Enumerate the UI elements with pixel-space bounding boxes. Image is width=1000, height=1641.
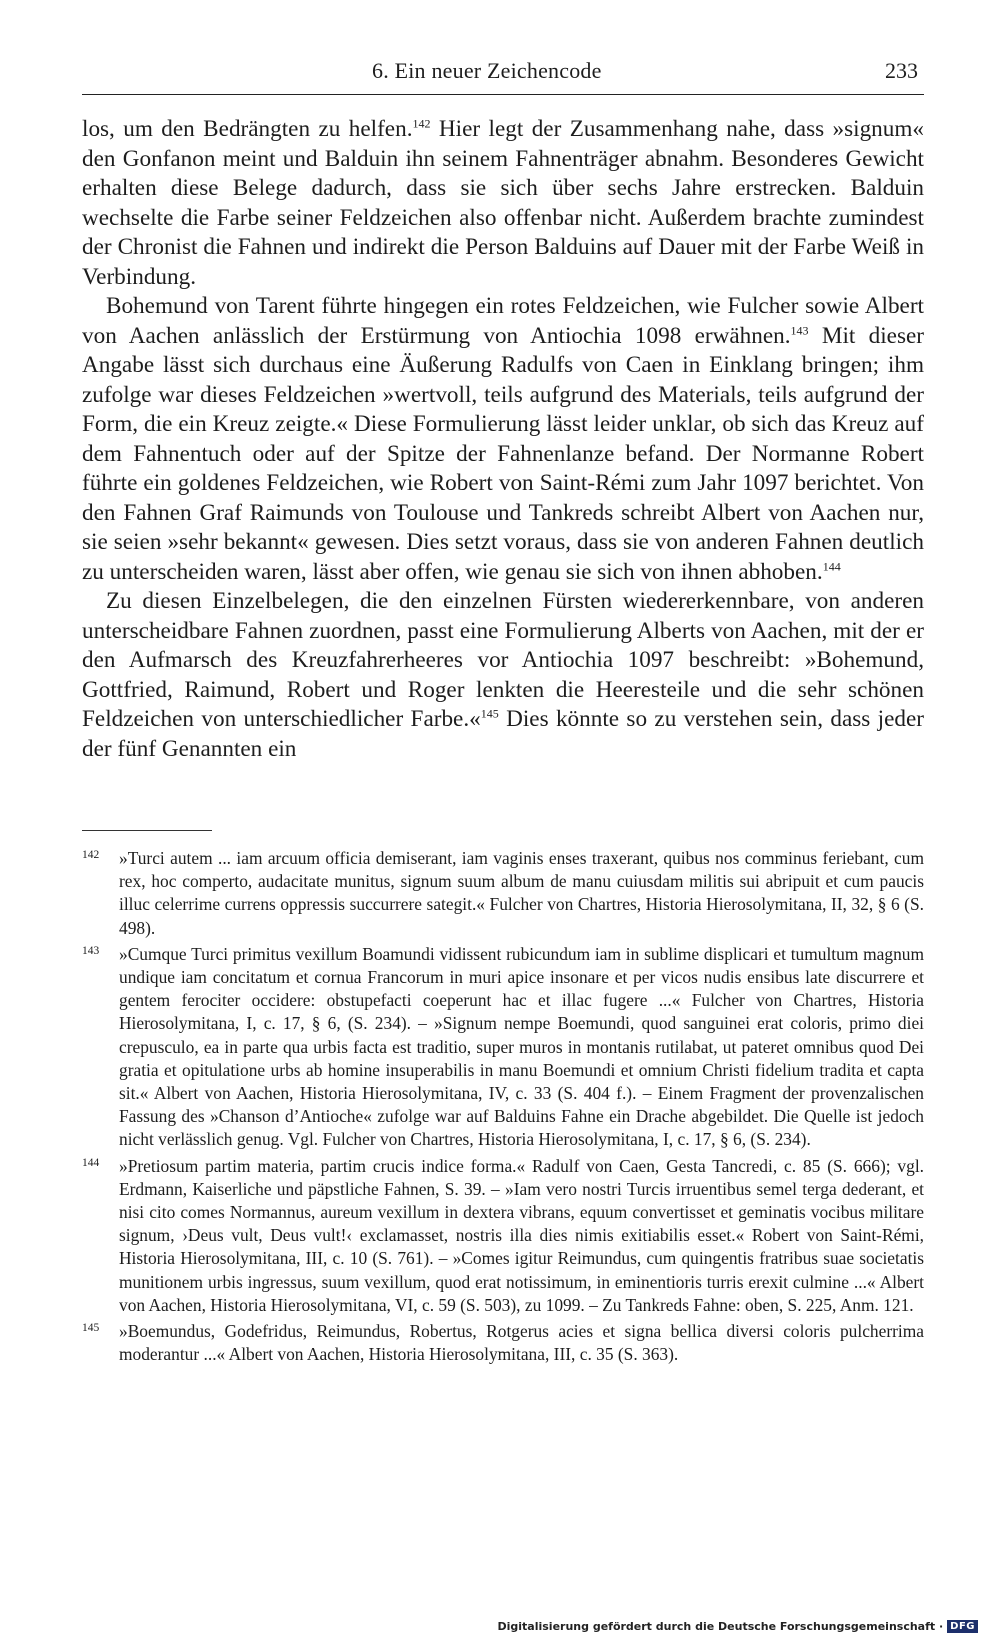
footnote-number: 145 — [82, 1322, 100, 1335]
footnote-142 — [82, 847, 924, 940]
dfg-logo-icon: DFG — [947, 1620, 978, 1633]
footnote-text: »Cumque Turci primitus vexillum Boamundi vidissent rubicundum iam in sublime displicari et tumultum magnum undique iam concitatum et cornua Francorum in muri apice insonare et per vicos nudis ensibus late discurrere et gentem ferociter occidere: obstupefacti coeperunt hac et illac fugere ...« Fulcher von Chartres, Historia Hierosolymitana, I, c. 17, § 6, (S. 234). – »Signum nempe Boemundi, quod sanguinei erat coloris, primo diei crepusculo, ea in parte qua urbis facta est traditio, super muros in montanis rutilabat, ut pateret omnibus quod Dei gratia et opitulatione urbs ab homine insuperabilis in manu Boemundi et omnium Christi fidelium tradita et capta sit.« Albert von Aachen, Historia Hierosolymitana, IV, c. 33 (S. 404 f.). – Einem Fragment der provenzalischen Fassung des »Chanson d’Antioche« zufolge war auf Balduins Fahne ein Drache abgebildet. Die Quelle ist jedoch nicht verlässlich genug. Vgl. Fulcher von Chartres, Historia Hierosolymitana, I, c. 17, § 6, (S. 234). — [119, 943, 924, 1150]
page-number: 233 — [885, 58, 918, 83]
chapter-title: 6. Ein neuer Zeichencode — [372, 58, 602, 83]
paragraph-1: los, um den Bedrängten zu helfen.$^{142}$ Hier legt der Zusammenhang nahe, dass »signum« den Gonfanon meint und Balduin ihn seinem Fahnenträger abnahm. Besonderes Gewicht erhalten diese Belege dadurch, dass sie sich über sechs Jahre erstrecken. Balduin wechselte die Farbe seiner Feldzeichen also offenbar nicht. Außerdem brachte zumindest der Chronist die Fahnen und indirekt die Person Balduins auf Dauer mit der Farbe Weiß in Verbindung. — [82, 116, 924, 290]
footnote-number: 142 — [82, 849, 100, 861]
footnote-text: »Turci autem ... iam arcuum officia demiserant, iam vaginis enses traxerant, quibus nos comminus feriebant, cum rex, hoc comperto, audacitate munitus, signum suum album de manu cuiusdam militis sui abripuit et cum paucis illuc celerrime currens oppressis succurrere sategit.« Fulcher von Chartres, Historia Hierosolymitana, II, 32, § 6 (S. 498). — [119, 848, 924, 938]
footnote-144 — [82, 1155, 924, 1317]
footnote-divider — [82, 830, 212, 831]
running-header — [82, 54, 924, 95]
footnote-text: »Boemundus, Godefridus, Reimundus, Robertus, Rotgerus acies et signa bellica diversi coloris pulcherrima moderantur ...« Albert von Aachen, Historia Hierosolymitana, III, c. 35 (S. 363). — [119, 1321, 924, 1365]
funding-text: Digitalisierung gefördert durch die Deutsche Forschungsgemeinschaft · — [497, 1620, 944, 1633]
footnotes — [82, 847, 924, 1369]
footnote-145 — [82, 1320, 924, 1366]
footnote-ref-145[interactable]: 145 — [480, 706, 499, 721]
footnote-143 — [82, 943, 924, 1152]
footnote-text: »Pretiosum partim materia, partim crucis indice forma.« Radulf von Caen, Gesta Tancredi, c. 85 (S. 666); vgl. Erdmann, Kaiserliche und päpstliche Fahnen, S. 39. – »Iam vero nostri Turcis irruentibus semel terga dederant, et nisi cito comes Normannus, aureum vexillum in dextera vibrans, equum convertisset et geminatis vocibus militare signum, ›Deus vult, Deus vult!‹ exclamasset, nostris illa dies nimis exitiabilis esset.« Robert von Saint-Rémi, Historia Hierosolymitana, III, c. 10 (S. 761). – »Comes igitur Reimundus, cum quingentis fratribus suae societatis munitionem urbis ingressus, suum vexillum, quod erat notissimum, in eminentioris turris erexit culmine ...« Albert von Aachen, Historia Hierosolymitana, VI, c. 59 (S. 503), zu 1099. – Zu Tankreds Fahne: oben, S. 225, Anm. 121. — [119, 1155, 924, 1315]
paragraph-2: Bohemund von Tarent führte hingegen ein rotes Feldzeichen, wie Fulcher sowie Albert von Aachen anlässlich der Erstürmung von Antiochia 1098 erwähnen.$^{143}$ Mit dieser Angabe lässt sich durchaus eine Äußerung Radulfs von Caen in Einklang bringen; ihm zufolge war dieses Feldzeichen »wertvoll, teils aufgrund des Materials, teils aufgrund der Form, die ein Kreuz zeigte.« Diese Formulierung lässt leider unklar, ob sich das Kreuz auf dem Fahnentuch oder auf der Spitze der Fahnenlanze befand. Der Normanne Robert führte ein goldenes Feldzeichen, wie Robert von Saint-Rémi zum Jahr 1097 berichtet. Von den Fahnen Graf Raimunds von Toulouse und Tankreds schreibt Albert von Aachen nur, sie seien »sehr bekannt« gewesen. Dies setzt voraus, dass sie von anderen Fahnen deutlich zu unterscheiden waren, lässt aber offen, wie genau sie sich von ihnen abhoben.$^{144}$ — [82, 293, 924, 585]
footnote-ref-144[interactable]: 144 — [822, 558, 841, 573]
funding-note — [497, 1620, 978, 1633]
main-text — [82, 115, 924, 764]
footnote-ref-143[interactable]: 143 — [790, 322, 809, 337]
footnote-number: 143 — [82, 944, 100, 957]
paragraph-3: Zu diesen Einzelbelegen, die den einzelnen Fürsten wiedererkennbare, von anderen unterscheidbare Fahnen zuordnen, passt eine Formulierung Alberts von Aachen, mit der er den Aufmarsch des Kreuzfahrerheeres vor Antiochia 1097 beschreibt: »Bohemund, Gottfried, Raimund, Robert und Roger lenkten die Heeresteile und die sehr schönen Feldzeichen von unterschiedlicher Farbe.«$^{145}$ Dies könnte so zu verstehen sein, dass jeder der fünf Genannten ein — [82, 588, 924, 762]
footnote-number: 144 — [82, 1156, 100, 1169]
footnote-ref-142[interactable]: 142 — [412, 116, 431, 131]
